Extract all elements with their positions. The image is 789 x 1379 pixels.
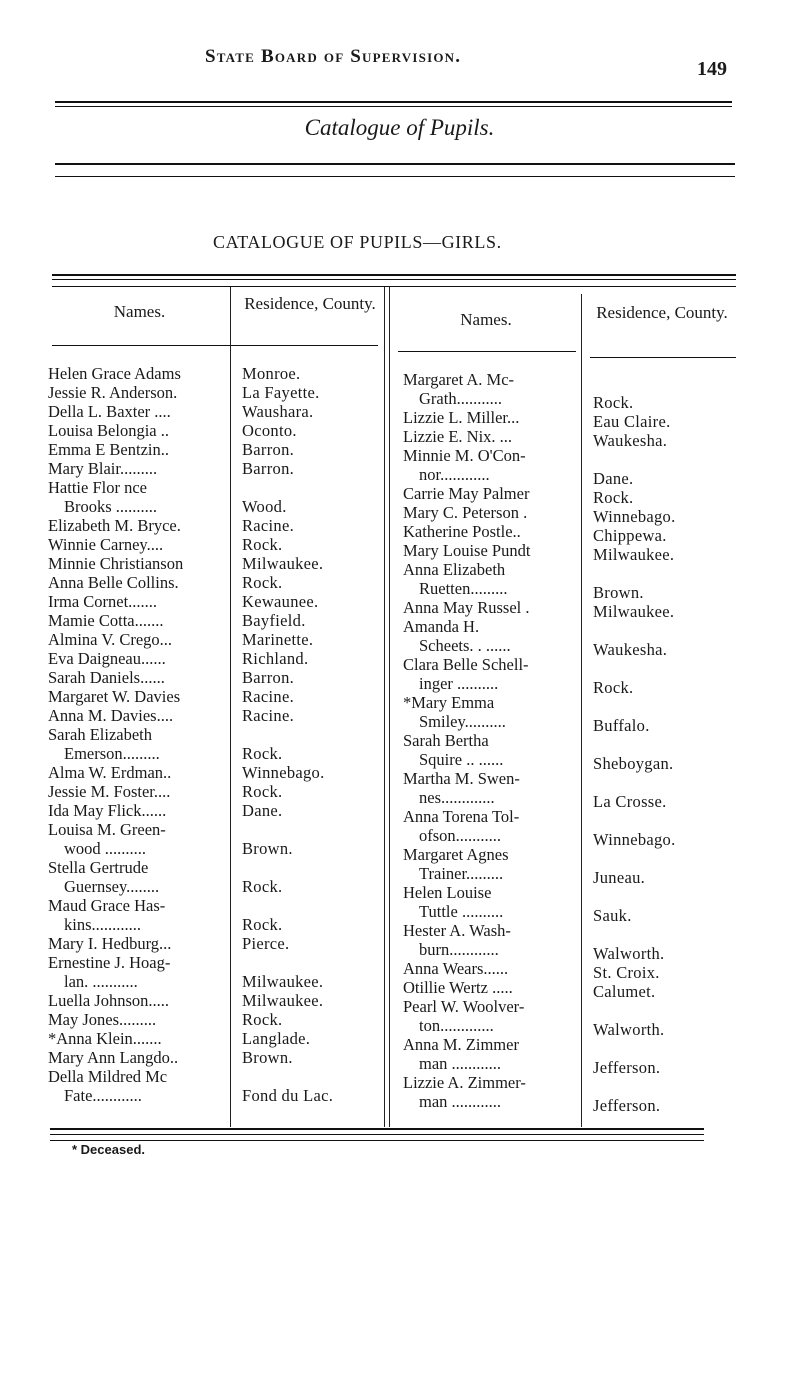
list-item: Waukesha.	[593, 431, 668, 450]
list-item: Winnebago.	[593, 830, 676, 849]
right-residence-column	[593, 374, 738, 1115]
list-item: Sarah Bertha	[403, 731, 489, 750]
header-rule-top-thin	[55, 106, 732, 107]
list-item: Oconto.	[242, 421, 297, 440]
list-item: Barron.	[242, 459, 295, 478]
list-item: Otillie Wertz .....	[403, 978, 513, 997]
column-divider-1	[230, 287, 231, 1127]
list-item: Milwaukee.	[593, 602, 675, 621]
list-item: Buffalo.	[593, 716, 650, 735]
list-item: Ruetten.........	[419, 579, 508, 598]
list-item: Eau Claire.	[593, 412, 671, 431]
list-item: Rock.	[593, 678, 634, 697]
list-item: Stella Gertrude	[48, 858, 149, 877]
list-item: Amanda H.	[403, 617, 480, 636]
list-item: Brown.	[242, 839, 293, 858]
list-item: Jessie M. Foster....	[48, 782, 171, 801]
list-item: Rock.	[242, 573, 283, 592]
list-item: Rock.	[242, 782, 283, 801]
header-underline-2	[398, 351, 576, 352]
list-item: Juneau.	[593, 868, 646, 887]
list-item: Sarah Elizabeth	[48, 725, 152, 744]
list-item: wood ..........	[64, 839, 147, 858]
list-item: lan. ...........	[64, 972, 138, 991]
list-item: Helen Louise	[403, 883, 492, 902]
list-item	[242, 1067, 380, 1086]
list-item: Waushara.	[242, 402, 314, 421]
list-item: Alma W. Erdman..	[48, 763, 172, 782]
table-rule-top	[52, 274, 736, 276]
list-item: *Mary Emma	[403, 693, 495, 712]
table-rule-top-3	[52, 286, 736, 287]
list-item	[593, 1039, 738, 1058]
list-item: Brown.	[242, 1048, 293, 1067]
list-item: Anna M. Davies....	[48, 706, 174, 725]
list-item	[593, 697, 738, 716]
list-item: Fond du Lac.	[242, 1086, 334, 1105]
list-item: Almina V. Crego...	[48, 630, 173, 649]
list-item: Sarah Daniels......	[48, 668, 165, 687]
list-item: man ............	[419, 1092, 502, 1111]
names-header-right: Names.	[460, 310, 512, 329]
list-item: Rock.	[242, 1010, 283, 1029]
list-item: Smiley..........	[419, 712, 506, 731]
list-item: Racine.	[242, 516, 295, 535]
list-item: Mary Blair.........	[48, 459, 158, 478]
list-item: Anna Torena Tol-	[403, 807, 520, 826]
list-item: Lizzie E. Nix. ...	[403, 427, 513, 446]
list-item: Scheets. . ......	[419, 636, 511, 655]
list-item: La Crosse.	[593, 792, 667, 811]
list-item: Walworth.	[593, 1020, 665, 1039]
list-item: Winnie Carney....	[48, 535, 164, 554]
list-item: Rock.	[242, 535, 283, 554]
list-item: Ernestine J. Hoag-	[48, 953, 171, 972]
list-item	[242, 858, 380, 877]
right-names-column	[403, 370, 579, 1111]
list-item: Milwaukee.	[593, 545, 675, 564]
list-item: Barron.	[242, 668, 295, 687]
list-item: Anna M. Zimmer	[403, 1035, 519, 1054]
list-item: Walworth.	[593, 944, 665, 963]
column-divider-3	[581, 294, 582, 1127]
list-item	[593, 735, 738, 754]
list-item: Winnebago.	[242, 763, 325, 782]
column-divider-2a	[384, 287, 385, 1127]
list-item: Jessie R. Anderson.	[48, 383, 178, 402]
list-item	[593, 659, 738, 678]
left-residence-column	[242, 364, 380, 1105]
list-item: nor............	[419, 465, 490, 484]
list-item: Sauk.	[593, 906, 632, 925]
list-item: Eva Daigneau......	[48, 649, 166, 668]
list-item: Clara Belle Schell-	[403, 655, 529, 674]
list-item	[593, 773, 738, 792]
list-item: Margaret Agnes	[403, 845, 509, 864]
list-item: Anna Belle Collins.	[48, 573, 179, 592]
list-item: Minnie Christianson	[48, 554, 184, 573]
list-item	[242, 896, 380, 915]
list-item: nes.............	[419, 788, 495, 807]
list-item: Rock.	[593, 393, 634, 412]
list-item: Mary I. Hedburg...	[48, 934, 172, 953]
table-title: CATALOGUE OF PUPILS—GIRLS.	[213, 232, 502, 252]
list-item: Emerson.........	[64, 744, 160, 763]
header-rule-bottom-thin	[55, 176, 735, 177]
list-item: Lizzie L. Miller...	[403, 408, 520, 427]
list-item: Racine.	[242, 706, 295, 725]
left-names-column	[48, 364, 228, 1105]
list-item: Richland.	[242, 649, 309, 668]
list-item: Martha M. Swen-	[403, 769, 520, 788]
list-item: Squire .. ......	[419, 750, 504, 769]
list-item: Della Mildred Mc	[48, 1067, 168, 1086]
list-item: Louisa Belongia ..	[48, 421, 169, 440]
list-item: Anna May Russel .	[403, 598, 530, 617]
list-item: man ............	[419, 1054, 502, 1073]
table-rule-bottom-3	[50, 1140, 704, 1141]
list-item: St. Croix.	[593, 963, 660, 982]
column-divider-2b	[389, 287, 390, 1127]
header-underline-1	[52, 345, 378, 346]
list-item: Emma E Bentzin..	[48, 440, 169, 459]
list-item	[242, 820, 380, 839]
list-item: inger ..........	[419, 674, 499, 693]
list-item: Waukesha.	[593, 640, 668, 659]
list-item: Carrie May Palmer	[403, 484, 530, 503]
list-item: Jefferson.	[593, 1058, 661, 1077]
list-item: Helen Grace Adams	[48, 364, 181, 383]
list-item: Louisa M. Green-	[48, 820, 166, 839]
list-item: Fate............	[64, 1086, 142, 1105]
residence-header-left: Residence, County.	[244, 294, 376, 313]
list-item: Margaret W. Davies	[48, 687, 181, 706]
list-item	[593, 887, 738, 906]
list-item	[593, 450, 738, 469]
list-item: Luella Johnson.....	[48, 991, 169, 1010]
list-item: ofson...........	[419, 826, 502, 845]
list-item: Wood.	[242, 497, 287, 516]
list-item: Milwaukee.	[242, 972, 324, 991]
list-item: Brown.	[593, 583, 644, 602]
list-item: Mary Ann Langdo..	[48, 1048, 179, 1067]
list-item: Milwaukee.	[242, 991, 324, 1010]
header-rule-top	[55, 101, 732, 103]
list-item: Bayfield.	[242, 611, 306, 630]
list-item: Irma Cornet.......	[48, 592, 158, 611]
header-underline-3	[590, 357, 736, 358]
list-item: Margaret A. Mc-	[403, 370, 515, 389]
list-item: Dane.	[242, 801, 283, 820]
list-item	[593, 849, 738, 868]
list-item: Anna Elizabeth	[403, 560, 506, 579]
page-number: 149	[697, 58, 727, 80]
list-item: Sheboygan.	[593, 754, 674, 773]
list-item	[242, 953, 380, 972]
list-item: Hattie Flor nce	[48, 478, 147, 497]
list-item: Mary Louise Pundt	[403, 541, 531, 560]
list-item: Ida May Flick......	[48, 801, 167, 820]
list-item: ton.............	[419, 1016, 494, 1035]
list-item: kins............	[64, 915, 142, 934]
list-item: Milwaukee.	[242, 554, 324, 573]
list-item	[593, 811, 738, 830]
list-item	[593, 374, 738, 393]
list-item: Calumet.	[593, 982, 656, 1001]
list-item: Mamie Cotta.......	[48, 611, 164, 630]
list-item	[593, 925, 738, 944]
list-item: Racine.	[242, 687, 295, 706]
header-rule-bottom	[55, 163, 735, 165]
list-item: *Anna Klein.......	[48, 1029, 162, 1048]
table-rule-bottom	[50, 1128, 704, 1130]
section-title: Catalogue of Pupils.	[304, 115, 495, 140]
list-item: Rock.	[242, 877, 283, 896]
list-item: La Fayette.	[242, 383, 320, 402]
list-item: Trainer.........	[419, 864, 504, 883]
list-item: Rock.	[593, 488, 634, 507]
list-item	[593, 621, 738, 640]
list-item: Winnebago.	[593, 507, 676, 526]
list-item: Elizabeth M. Bryce.	[48, 516, 181, 535]
list-item: Minnie M. O'Con-	[403, 446, 526, 465]
running-head: State Board of Supervision.	[205, 46, 462, 67]
list-item: burn............	[419, 940, 499, 959]
list-item: Della L. Baxter ....	[48, 402, 171, 421]
footnote: * Deceased.	[72, 1142, 145, 1157]
list-item	[593, 1077, 738, 1096]
list-item: Maud Grace Has-	[48, 896, 166, 915]
list-item: Pierce.	[242, 934, 290, 953]
residence-header-right: Residence, County.	[596, 303, 728, 322]
list-item: Pearl W. Woolver-	[403, 997, 525, 1016]
list-item: Barron.	[242, 440, 295, 459]
list-item: Grath...........	[419, 389, 502, 408]
list-item: Kewaunee.	[242, 592, 319, 611]
list-item	[242, 725, 380, 744]
list-item: Chippewa.	[593, 526, 667, 545]
list-item: Marinette.	[242, 630, 314, 649]
list-item: Mary C. Peterson .	[403, 503, 528, 522]
list-item	[593, 564, 738, 583]
table-rule-top-2	[52, 279, 736, 280]
list-item	[593, 1001, 738, 1020]
list-item: Hester A. Wash-	[403, 921, 511, 940]
list-item: Lizzie A. Zimmer-	[403, 1073, 526, 1092]
list-item: Rock.	[242, 744, 283, 763]
table-rule-bottom-2	[50, 1134, 704, 1135]
list-item: Dane.	[593, 469, 634, 488]
list-item: Monroe.	[242, 364, 301, 383]
list-item: Langlade.	[242, 1029, 311, 1048]
list-item: Jefferson.	[593, 1096, 661, 1115]
list-item	[242, 478, 380, 497]
list-item: Rock.	[242, 915, 283, 934]
list-item: Tuttle ..........	[419, 902, 504, 921]
list-item: May Jones.........	[48, 1010, 157, 1029]
names-header-left: Names.	[113, 302, 166, 321]
list-item: Katherine Postle..	[403, 522, 521, 541]
list-item: Anna Wears......	[403, 959, 509, 978]
list-item: Guernsey........	[64, 877, 160, 896]
list-item: Brooks ..........	[64, 497, 158, 516]
